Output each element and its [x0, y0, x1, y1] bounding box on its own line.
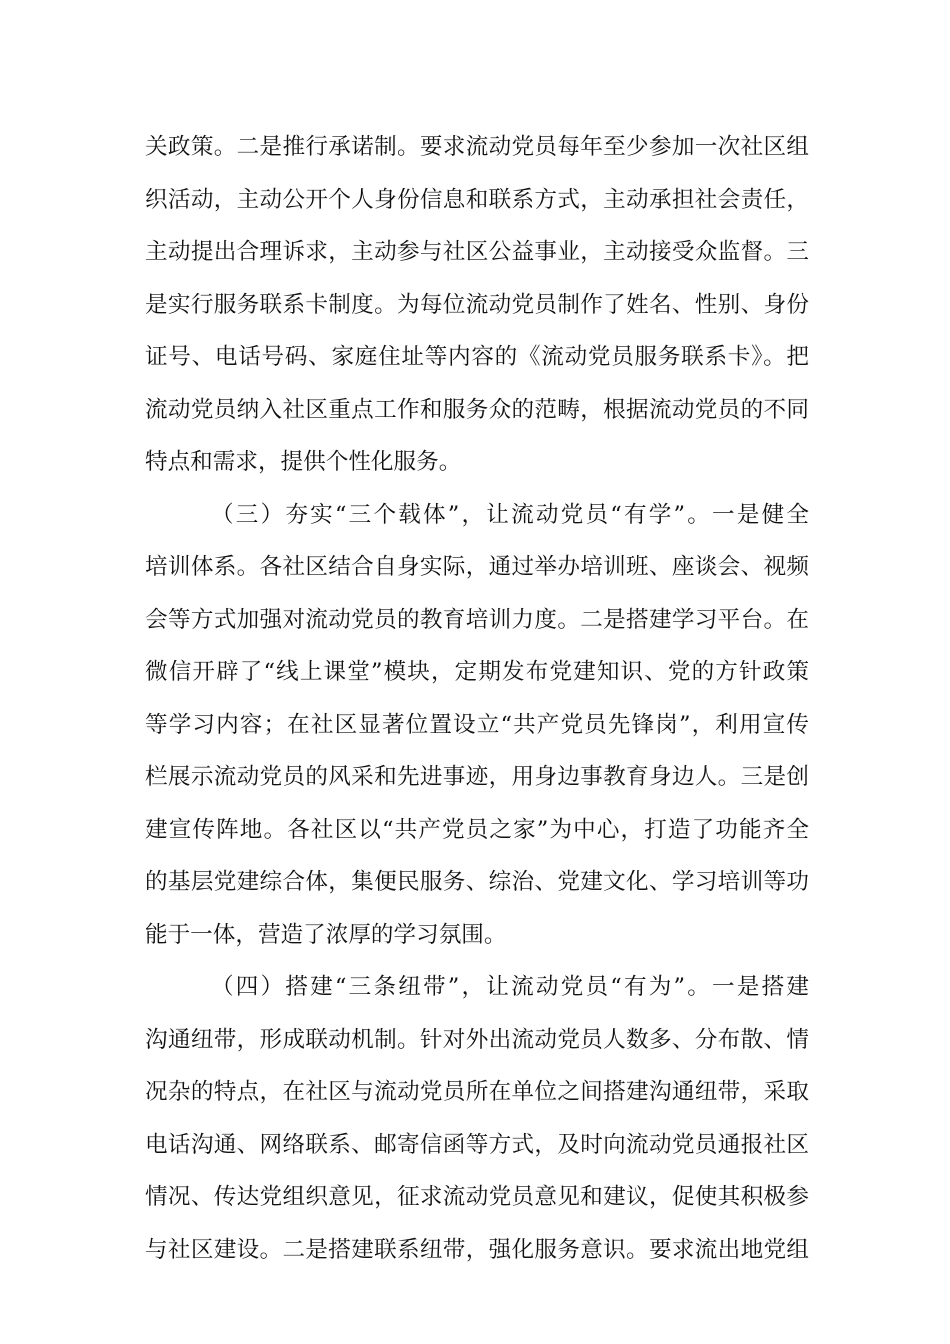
paragraph-policy-commitment — [145, 121, 809, 489]
text-line: 沟通纽带，形成联动机制。针对外出流动党员人数多、分布散、情 — [145, 1026, 809, 1053]
text-line: 的基层党建综合体，集便民服务、综治、党建文化、学习培训等功 — [145, 869, 809, 895]
text-line: 会等方式加强对流动党员的教育培训力度。二是搭建学习平台。在 — [145, 606, 809, 633]
text-line: 建宣传阵地。各社区以“共产党员之家”为中心，打造了功能齐全 — [145, 816, 809, 843]
text-line: 能于一体，营造了浓厚的学习氛围。 — [145, 921, 507, 948]
text-line: 与社区建设。二是搭建联系纽带，强化服务意识。要求流出地党组 — [145, 1236, 809, 1263]
text-line: 主动提出合理诉求，主动参与社区公益事业，主动接受众监督。三 — [145, 239, 809, 265]
text-line: 微信开辟了“线上课堂”模块，定期发布党建知识、党的方针政策 — [145, 659, 809, 685]
text-line: 流动党员纳入社区重点工作和服务众的范畴，根据流动党员的不同 — [145, 396, 809, 423]
paragraph-three-ties — [145, 961, 809, 1276]
text-line: 情况、传达党组织意见，征求流动党员意见和建议，促使其积极参 — [145, 1184, 809, 1210]
text-line: 电话沟通、网络联系、邮寄信函等方式，及时向流动党员通报社区 — [145, 1131, 809, 1158]
text-line: 培训体系。各社区结合自身实际，通过举办培训班、座谈会、视频 — [145, 554, 809, 580]
text-line: （四）搭建“三条纽带”，让流动党员“有为”。一是搭建 — [211, 974, 809, 1000]
text-line: 是实行服务联系卡制度。为每位流动党员制作了姓名、性别、身份 — [145, 291, 809, 318]
body-text — [145, 121, 809, 1276]
text-line: 况杂的特点，在社区与流动党员所在单位之间搭建沟通纽带，采取 — [145, 1079, 809, 1105]
paragraph-three-carriers — [145, 489, 809, 962]
text-line: 栏展示流动党员的风采和先进事迹，用身边事教育身边人。三是创 — [145, 764, 809, 790]
text-line: 等学习内容；在社区显著位置设立“共产党员先锋岗”，利用宣传 — [145, 711, 809, 738]
text-line: （三）夯实“三个载体”，让流动党员“有学”。一是健全 — [211, 501, 809, 528]
text-line: 证号、电话号码、家庭住址等内容的《流动党员服务联系卡》。把 — [145, 344, 809, 370]
text-line: 特点和需求，提供个性化服务。 — [145, 449, 462, 475]
text-line: 织活动，主动公开个人身份信息和联系方式，主动承担社会责任， — [145, 186, 809, 213]
text-line: 关政策。二是推行承诺制。要求流动党员每年至少参加一次社区组 — [145, 134, 809, 160]
